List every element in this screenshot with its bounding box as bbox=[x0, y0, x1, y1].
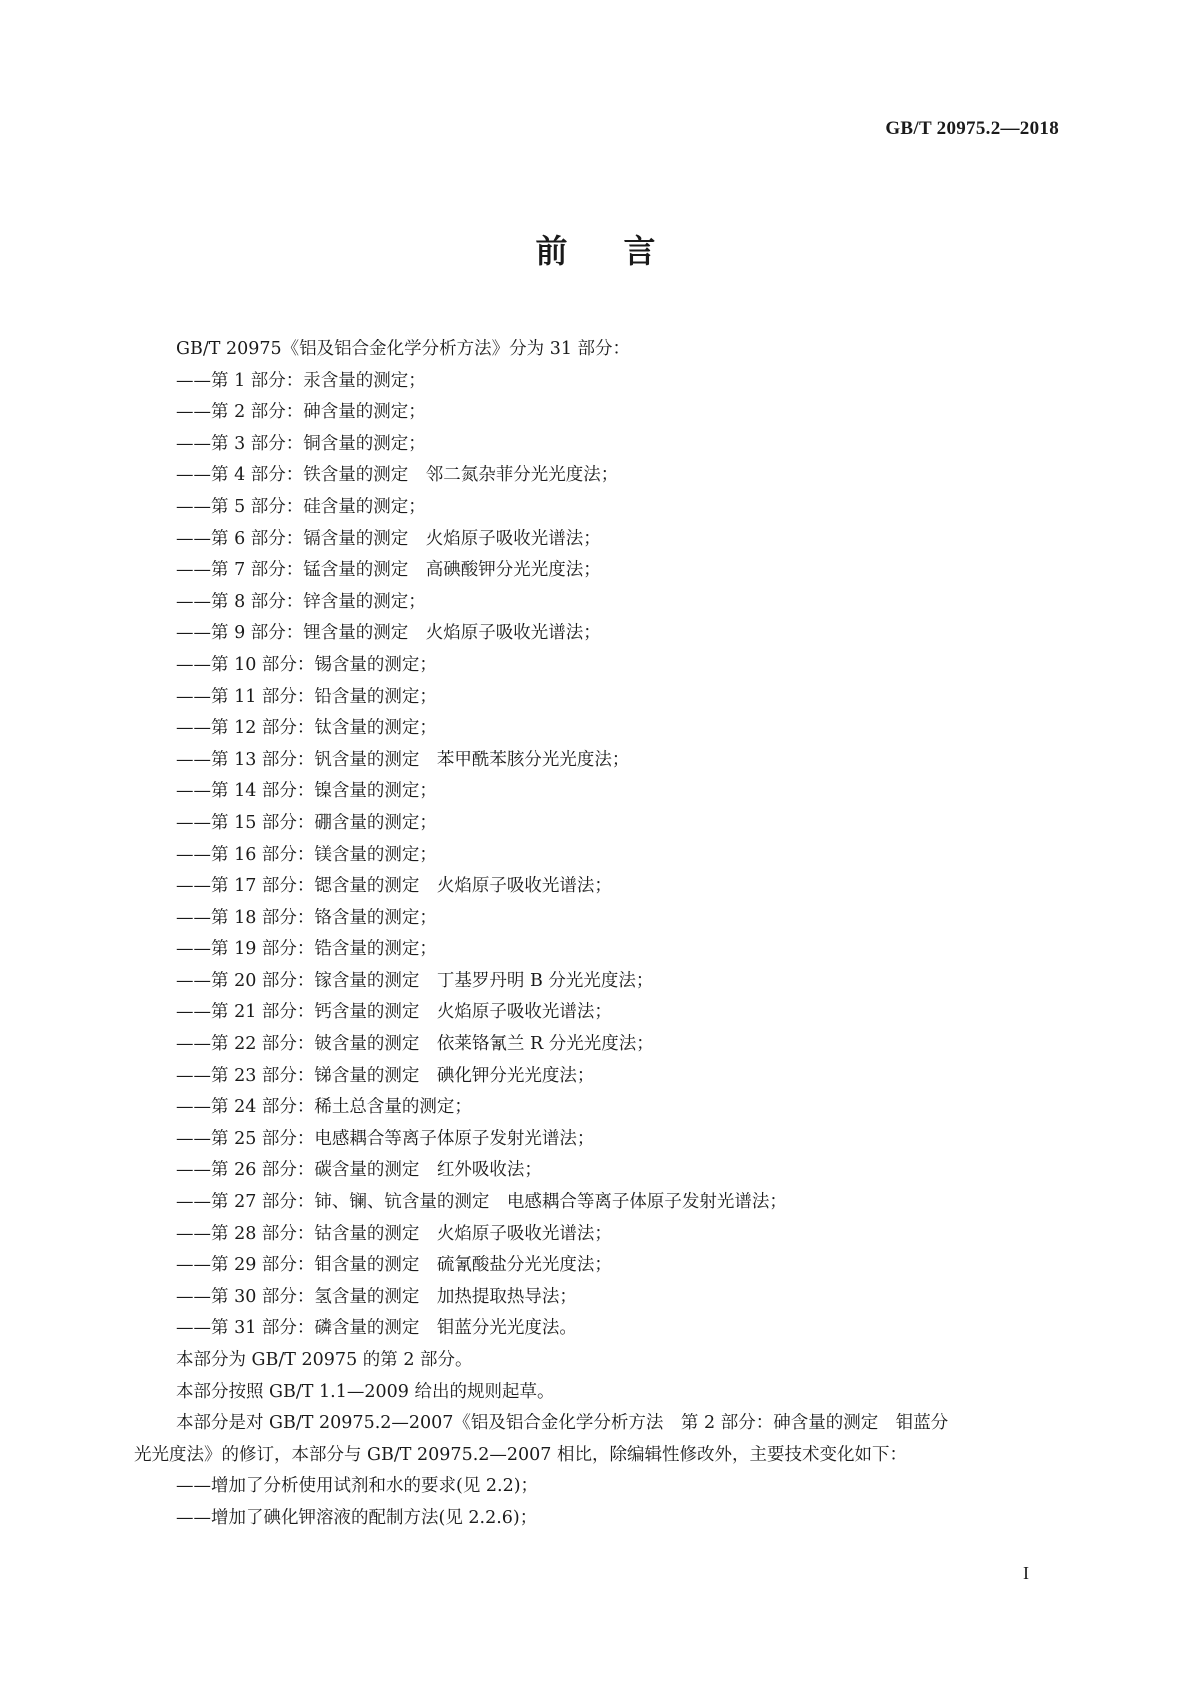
list-item: ——第 22 部分：铍含量的测定 依莱铬氰兰 R 分光光度法； bbox=[176, 1034, 654, 1055]
page-number: I bbox=[1023, 1563, 1029, 1583]
changes-list bbox=[134, 1471, 1064, 1534]
list-item: ——第 7 部分：锰含量的测定 高碘酸钾分光光度法； bbox=[176, 560, 601, 581]
list-item: ——第 26 部分：碳含量的测定 红外吸收法； bbox=[176, 1160, 542, 1181]
list-item: ——第 19 部分：锆含量的测定； bbox=[176, 939, 437, 960]
paragraph: 本部分为 GB/T 20975 的第 2 部分。 bbox=[176, 1350, 473, 1370]
list-item: ——第 15 部分：硼含量的测定； bbox=[176, 812, 437, 833]
list-item: ——第 25 部分：电感耦合等离子体原子发射光谱法； bbox=[176, 1128, 595, 1149]
list-item: ——第 1 部分：汞含量的测定； bbox=[176, 370, 426, 391]
list-item: ——第 8 部分：锌含量的测定； bbox=[176, 591, 426, 612]
list-item: ——第 31 部分：磷含量的测定 钼蓝分光光度法。 bbox=[176, 1318, 577, 1339]
list-item: ——第 14 部分：镍含量的测定； bbox=[176, 781, 437, 802]
document-body bbox=[134, 334, 1064, 1535]
list-item: ——第 6 部分：镉含量的测定 火焰原子吸收光谱法； bbox=[176, 528, 601, 549]
list-item: ——第 5 部分：硅含量的测定； bbox=[176, 496, 426, 517]
list-item: ——第 18 部分：铬含量的测定； bbox=[176, 907, 437, 928]
list-item: ——第 28 部分：钴含量的测定 火焰原子吸收光谱法； bbox=[176, 1223, 612, 1244]
list-item: ——增加了碘化钾溶液的配制方法(见 2.2.6)； bbox=[176, 1507, 538, 1528]
list-item: ——第 3 部分：铜含量的测定； bbox=[176, 433, 426, 454]
list-item: ——第 23 部分：锑含量的测定 碘化钾分光光度法； bbox=[176, 1065, 595, 1086]
paragraph-first-line: 本部分是对 GB/T 20975.2—2007《铝及铝合金化学分析方法 第 2 部分：砷含量的测定 钼蓝分 bbox=[176, 1413, 949, 1434]
list-item: ——第 4 部分：铁含量的测定 邻二氮杂菲分光光度法； bbox=[176, 465, 619, 486]
standard-code: GB/T 20975.2—2018 bbox=[885, 118, 1059, 139]
list-item: ——第 21 部分：钙含量的测定 火焰原子吸收光谱法； bbox=[176, 1002, 612, 1023]
list-item: ——第 30 部分：氢含量的测定 加热提取热导法； bbox=[176, 1286, 577, 1307]
list-item: ——第 10 部分：锡含量的测定； bbox=[176, 654, 437, 675]
list-item: ——第 11 部分：铅含量的测定； bbox=[176, 686, 437, 707]
intro-paragraph: GB/T 20975《铝及铝合金化学分析方法》分为 31 部分： bbox=[176, 339, 631, 359]
list-item: ——第 20 部分：镓含量的测定 丁基罗丹明 B 分光光度法； bbox=[176, 970, 654, 991]
list-item: ——增加了分析使用试剂和水的要求(见 2.2)； bbox=[176, 1476, 539, 1497]
list-item: ——第 16 部分：镁含量的测定； bbox=[176, 844, 437, 865]
list-item: ——第 24 部分：稀土总含量的测定； bbox=[176, 1097, 472, 1118]
list-item: ——第 17 部分：锶含量的测定 火焰原子吸收光谱法； bbox=[176, 876, 612, 897]
paragraph-continuation-line: 光光度法》的修订，本部分与 GB/T 20975.2—2007 相比，除编辑性修改外，主要技术变化如下： bbox=[134, 1444, 907, 1465]
list-item: ——第 12 部分：钛含量的测定； bbox=[176, 718, 437, 739]
list-item: ——第 29 部分：钼含量的测定 硫氰酸盐分光光度法； bbox=[176, 1255, 612, 1276]
list-item: ——第 27 部分：铈、镧、钪含量的测定 电感耦合等离子体原子发射光谱法； bbox=[176, 1192, 787, 1213]
page-title: 前言 bbox=[535, 232, 712, 270]
paragraph: 本部分按照 GB/T 1.1—2009 给出的规则起草。 bbox=[176, 1381, 555, 1402]
list-item: ——第 13 部分：钒含量的测定 苯甲酰苯胲分光光度法； bbox=[176, 749, 630, 770]
parts-list bbox=[134, 366, 1064, 1345]
list-item: ——第 2 部分：砷含量的测定； bbox=[176, 402, 426, 423]
list-item: ——第 9 部分：锂含量的测定 火焰原子吸收光谱法； bbox=[176, 623, 601, 644]
